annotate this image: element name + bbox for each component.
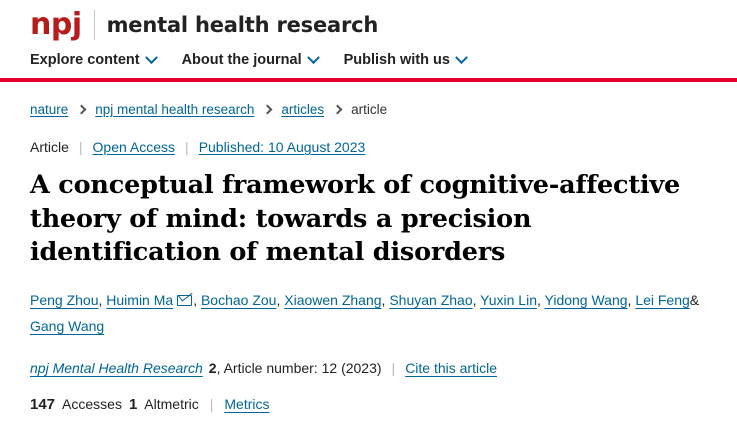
accesses-count: 147	[30, 395, 56, 413]
brand-divider	[94, 10, 95, 40]
chevron-right-icon	[333, 105, 343, 115]
author-separator: ,	[536, 291, 545, 308]
envelope-icon[interactable]	[177, 295, 192, 306]
nav-item-explore-content[interactable]	[30, 52, 156, 68]
article-meta	[30, 139, 707, 155]
metrics-link[interactable]: Metrics	[224, 395, 270, 412]
chevron-down-icon	[307, 51, 320, 64]
author-separator: ,	[276, 291, 285, 308]
page-title: A conceptual framework of cognitive-affective theory of mind: towards a precision identification of mental disorders	[30, 170, 681, 268]
author-link-shuyan-zhao[interactable]: Shuyan Zhao	[389, 291, 473, 308]
breadcrumb-item-articles[interactable]: articles	[281, 102, 325, 117]
meta-divider: |	[185, 139, 189, 155]
site-masthead	[0, 0, 737, 48]
author-link-yidong-wang[interactable]: Yidong Wang	[544, 291, 628, 308]
author-link-peng-zhou[interactable]: Peng Zhou	[30, 291, 99, 308]
nav-item-publish-with-us[interactable]	[344, 52, 466, 68]
chevron-down-icon	[145, 51, 158, 64]
nav-item-label: About the journal	[181, 52, 302, 68]
altmetric-label: Altmetric	[144, 395, 199, 412]
author-link-lei-feng[interactable]: Lei Feng	[635, 291, 690, 308]
nav-item-label: Explore content	[30, 52, 140, 68]
breadcrumb	[0, 82, 737, 117]
author-link-huimin-ma[interactable]: Huimin Ma	[106, 291, 174, 308]
meta-divider: |	[78, 139, 83, 155]
chevron-right-icon	[77, 105, 87, 115]
author-separator: ,	[381, 291, 390, 308]
chevron-down-icon	[455, 51, 468, 64]
journal-title[interactable]: mental health research	[106, 12, 379, 37]
author-separator: ,	[193, 291, 201, 308]
author-separator: ,	[472, 291, 481, 308]
breadcrumb-item-nature[interactable]: nature	[30, 102, 69, 117]
author-link-gang-wang[interactable]: Gang Wang	[30, 317, 105, 334]
citation-divider: |	[391, 359, 396, 376]
cite-this-article-link[interactable]: Cite this article	[405, 359, 497, 376]
open-access-link[interactable]: Open Access	[92, 139, 176, 155]
author-link-xiaowen-zhang[interactable]: Xiaowen Zhang	[284, 291, 382, 308]
altmetric-count: 1	[128, 395, 138, 413]
citation-detail: , Article number: 12 (2023)	[216, 359, 382, 376]
author-link-yuxin-lin[interactable]: Yuxin Lin	[480, 291, 537, 308]
journal-brand[interactable]	[30, 7, 707, 42]
article-type-label: Article	[30, 139, 69, 155]
authors-conjunction: &	[689, 291, 700, 308]
nav-list	[30, 52, 707, 78]
article-metrics	[30, 396, 707, 413]
accesses-label: Accesses	[62, 395, 122, 412]
published-date-link[interactable]: Published: 10 August 2023	[198, 139, 366, 155]
journal-citation	[30, 360, 707, 376]
author-separator: ,	[627, 291, 636, 308]
author-link-bochao-zou[interactable]: Bochao Zou	[200, 291, 277, 308]
journal-name-link[interactable]: npj Mental Health Research	[30, 359, 203, 376]
author-separator: ,	[98, 291, 107, 308]
breadcrumb-item-article: article	[351, 102, 388, 117]
author-list	[30, 288, 707, 340]
main-navigation	[0, 48, 737, 82]
npj-logo[interactable]: npj	[30, 7, 82, 42]
breadcrumb-item-journal[interactable]: npj mental health research	[95, 102, 255, 117]
metrics-divider: |	[209, 395, 214, 412]
volume-number: 2	[208, 359, 217, 376]
chevron-right-icon	[263, 105, 273, 115]
article-content	[0, 139, 737, 413]
nav-item-label: Publish with us	[343, 52, 450, 68]
nav-item-about-the-journal[interactable]	[182, 52, 318, 68]
